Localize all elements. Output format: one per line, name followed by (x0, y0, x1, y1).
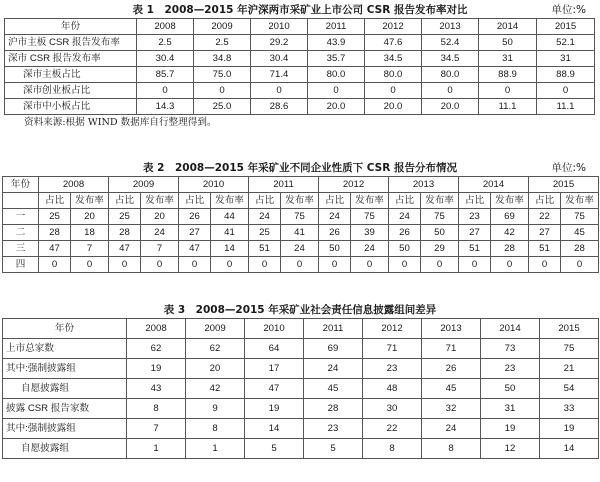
table3-cell: 71 (363, 339, 422, 359)
table3-header-label: 年份 (3, 319, 127, 339)
table2-cell: 27 (529, 225, 561, 241)
table2-cell: 26 (179, 209, 211, 225)
table2-subheader-rate: 发布率 (211, 193, 249, 209)
table2-cell: 24 (249, 209, 281, 225)
table1-row-label: 深市中小板占比 (5, 99, 137, 115)
table3-header-year: 2014 (481, 319, 540, 339)
table2-subheader-rate: 发布率 (281, 193, 319, 209)
table3-cell: 22 (363, 419, 422, 439)
table2-cell: 42 (491, 225, 529, 241)
table3-row-label: 自愿披露组 (3, 439, 127, 459)
table2-year-row (3, 177, 599, 193)
table3-cell: 17 (245, 359, 304, 379)
table3-cell: 7 (127, 419, 186, 439)
table1-cell: 52.1 (537, 35, 595, 51)
table3-cell: 8 (127, 399, 186, 419)
table1-cell: 0 (422, 83, 479, 99)
table3-row (3, 399, 599, 419)
table3-row-label: 其中:强制披露组 (3, 419, 127, 439)
table1-cell: 34.8 (194, 51, 251, 67)
table3-cell: 19 (245, 399, 304, 419)
table2-header-year: 2011 (249, 177, 319, 193)
table1-cell: 88.9 (537, 67, 595, 83)
table1-cell: 30.4 (251, 51, 308, 67)
table1-cell: 25.0 (194, 99, 251, 115)
table2-row-label: 四 (3, 257, 39, 273)
table2-cell: 50 (389, 241, 421, 257)
table2-cell: 26 (319, 225, 351, 241)
table2-cell: 18 (71, 225, 109, 241)
table1-cell: 0 (137, 83, 194, 99)
table3-cell: 50 (481, 379, 540, 399)
table1-cell: 52.4 (422, 35, 479, 51)
table1-cell: 80.0 (422, 67, 479, 83)
table1-unit: 单位:% (551, 4, 586, 16)
table2-subheader-share: 占比 (39, 193, 71, 209)
table3-cell: 33 (540, 399, 599, 419)
table2-cell: 20 (141, 209, 179, 225)
table3-header-year: 2010 (245, 319, 304, 339)
table1-caption (0, 2, 600, 18)
table3-row (3, 419, 599, 439)
table1-row (5, 51, 595, 67)
table2-cell: 28 (39, 225, 71, 241)
table2-cell: 0 (141, 257, 179, 273)
table3-cell: 21 (540, 359, 599, 379)
table2-cell: 0 (179, 257, 211, 273)
table2-header-year: 2014 (459, 177, 529, 193)
table1-cell: 0 (308, 83, 365, 99)
table2-cell: 28 (109, 225, 141, 241)
table3-cell: 1 (127, 439, 186, 459)
table3-caption (0, 302, 600, 318)
table2-cell: 24 (319, 209, 351, 225)
table1-cell: 0 (365, 83, 422, 99)
table2-caption (0, 160, 600, 176)
table1-cell: 75.0 (194, 67, 251, 83)
table2-subheader-rate: 发布率 (141, 193, 179, 209)
table3-cell: 24 (304, 359, 363, 379)
table2-row-label: 三 (3, 241, 39, 257)
table1-cell: 0 (537, 83, 595, 99)
table2-cell: 0 (319, 257, 351, 273)
table3-row (3, 439, 599, 459)
table3-cell: 31 (481, 399, 540, 419)
table2-cell: 23 (459, 209, 491, 225)
table1-cell: 0 (251, 83, 308, 99)
table2-row (3, 209, 599, 225)
table3-cell: 69 (304, 339, 363, 359)
table2-row (3, 225, 599, 241)
table2-header-year: 2009 (109, 177, 179, 193)
table1-cell: 11.1 (479, 99, 537, 115)
table2-cell: 25 (109, 209, 141, 225)
table2-cell: 0 (389, 257, 421, 273)
table1-source-note: 资料来源:根据 WIND 数据库自行整理得到。 (24, 117, 217, 128)
table1-cell: 47.6 (365, 35, 422, 51)
table2-cell: 24 (281, 241, 319, 257)
table1-header-year: 2013 (422, 19, 479, 35)
table3-header-year: 2013 (422, 319, 481, 339)
table1-cell: 31 (479, 51, 537, 67)
table1 (4, 18, 595, 115)
table2-cell: 0 (281, 257, 319, 273)
table2-subheader-rate: 发布率 (421, 193, 459, 209)
table3-cell: 43 (127, 379, 186, 399)
table2-cell: 51 (249, 241, 281, 257)
table1-cell: 71.4 (251, 67, 308, 83)
table2-subheader-share: 占比 (459, 193, 491, 209)
table2-cell: 50 (421, 225, 459, 241)
table2-subheader-rate: 发布率 (491, 193, 529, 209)
table1-cell: 0 (194, 83, 251, 99)
table2-cell: 51 (459, 241, 491, 257)
table2-subheader-share: 占比 (179, 193, 211, 209)
table3-row-label: 其中:强制披露组 (3, 359, 127, 379)
table2-cell: 47 (179, 241, 211, 257)
table3-cell: 9 (186, 399, 245, 419)
table2-cell: 7 (141, 241, 179, 257)
table3-cell: 64 (245, 339, 304, 359)
table2-cell: 24 (141, 225, 179, 241)
table3-header-year: 2015 (540, 319, 599, 339)
table3-row-label: 披露 CSR 报告家数 (3, 399, 127, 419)
table2 (2, 176, 599, 273)
table3-row (3, 339, 599, 359)
table3-cell: 45 (422, 379, 481, 399)
table2-cell: 0 (109, 257, 141, 273)
table3-title: 表 3 2008—2015 年采矿业社会责任信息披露组间差异 (163, 304, 437, 316)
table1-row (5, 35, 595, 51)
table1-cell: 88.9 (479, 67, 537, 83)
table2-title: 表 2 2008—2015 年采矿业不同企业性质下 CSR 报告分布情况 (143, 162, 457, 174)
table3-cell: 62 (127, 339, 186, 359)
table2-cell: 20 (71, 209, 109, 225)
table1-cell: 0 (479, 83, 537, 99)
table3-cell: 8 (363, 439, 422, 459)
table1-cell: 20.0 (365, 99, 422, 115)
table2-row-label: 二 (3, 225, 39, 241)
table1-header-year: 2009 (194, 19, 251, 35)
table2-cell: 0 (249, 257, 281, 273)
table3-cell: 14 (245, 419, 304, 439)
table1-row-label: 深市主板占比 (5, 67, 137, 83)
table2-subheader-share: 占比 (529, 193, 561, 209)
table2-cell: 28 (491, 241, 529, 257)
table3-row-label: 自愿披露组 (3, 379, 127, 399)
table2-cell: 0 (561, 257, 599, 273)
table3-cell: 19 (127, 359, 186, 379)
table3-cell: 26 (422, 359, 481, 379)
table3-cell: 5 (304, 439, 363, 459)
table1-row (5, 99, 595, 115)
table1-cell: 29.2 (251, 35, 308, 51)
table2-cell: 28 (561, 241, 599, 257)
table2-cell: 25 (39, 209, 71, 225)
table1-header-year: 2011 (308, 19, 365, 35)
table3-header-year: 2011 (304, 319, 363, 339)
table2-cell: 41 (211, 225, 249, 241)
table1-title: 表 1 2008—2015 年沪深两市采矿业上市公司 CSR 报告发布率对比 (132, 4, 468, 16)
table2-header-year: 2012 (319, 177, 389, 193)
table1-header-year: 2012 (365, 19, 422, 35)
table3-header-year: 2008 (127, 319, 186, 339)
table1-header-row (5, 19, 595, 35)
table2-subheader-share: 占比 (249, 193, 281, 209)
table2-cell: 47 (109, 241, 141, 257)
table2-subheader-share: 占比 (319, 193, 351, 209)
table1-row-label: 深市创业板占比 (5, 83, 137, 99)
table2-subheader-rate: 发布率 (561, 193, 599, 209)
table1-cell: 43.9 (308, 35, 365, 51)
table1-row-label: 沪市主板 CSR 报告发布率 (5, 35, 137, 51)
table2-cell: 75 (421, 209, 459, 225)
table2-cell: 27 (459, 225, 491, 241)
table1-row (5, 67, 595, 83)
table2-cell: 69 (491, 209, 529, 225)
table3 (2, 318, 599, 459)
table1-row-label: 深市 CSR 报告发布率 (5, 51, 137, 67)
table3-cell: 23 (304, 419, 363, 439)
table3-cell: 8 (422, 439, 481, 459)
table2-row-label: 一 (3, 209, 39, 225)
table1-cell: 14.3 (137, 99, 194, 115)
table3-cell: 23 (363, 359, 422, 379)
table2-cell: 41 (281, 225, 319, 241)
table3-cell: 5 (245, 439, 304, 459)
table2-cell: 39 (351, 225, 389, 241)
table1-row (5, 83, 595, 99)
table3-cell: 8 (186, 419, 245, 439)
table3-cell: 62 (186, 339, 245, 359)
table3-cell: 42 (186, 379, 245, 399)
table3-cell: 28 (304, 399, 363, 419)
table1-cell: 34.5 (365, 51, 422, 67)
table1-cell: 20.0 (422, 99, 479, 115)
table2-cell: 0 (39, 257, 71, 273)
table3-cell: 73 (481, 339, 540, 359)
table1-cell: 35.7 (308, 51, 365, 67)
table2-cell: 24 (389, 209, 421, 225)
table2-cell: 0 (529, 257, 561, 273)
table3-block (0, 302, 600, 459)
table2-header-year: 2010 (179, 177, 249, 193)
table1-cell: 31 (537, 51, 595, 67)
table3-header-year: 2012 (363, 319, 422, 339)
table2-cell: 14 (211, 241, 249, 257)
table2-cell: 26 (389, 225, 421, 241)
table2-subheader-row (3, 193, 599, 209)
table1-header-year: 2008 (137, 19, 194, 35)
table2-subheader-blank (3, 193, 39, 209)
table3-cell: 24 (422, 419, 481, 439)
table2-subheader-rate: 发布率 (351, 193, 389, 209)
table1-header-year: 2010 (251, 19, 308, 35)
table2-cell: 75 (561, 209, 599, 225)
table3-cell: 12 (481, 439, 540, 459)
table3-row (3, 379, 599, 399)
table1-cell: 20.0 (308, 99, 365, 115)
table3-cell: 14 (540, 439, 599, 459)
table2-cell: 29 (421, 241, 459, 257)
table2-cell: 25 (249, 225, 281, 241)
table2-row (3, 257, 599, 273)
table2-subheader-rate: 发布率 (71, 193, 109, 209)
table2-cell: 0 (459, 257, 491, 273)
table2-cell: 50 (319, 241, 351, 257)
table2-subheader-share: 占比 (389, 193, 421, 209)
table3-cell: 45 (304, 379, 363, 399)
table1-cell: 11.1 (537, 99, 595, 115)
table3-cell: 19 (481, 419, 540, 439)
table3-cell: 23 (481, 359, 540, 379)
table1-header-year: 2015 (537, 19, 595, 35)
table3-row-label: 上市总家数 (3, 339, 127, 359)
table2-cell: 0 (351, 257, 389, 273)
table2-cell: 75 (351, 209, 389, 225)
table2-cell: 47 (39, 241, 71, 257)
table2-block (0, 160, 600, 273)
table2-cell: 0 (211, 257, 249, 273)
table2-header-year: 2008 (39, 177, 109, 193)
table3-cell: 71 (422, 339, 481, 359)
table1-cell: 80.0 (365, 67, 422, 83)
table3-header-row (3, 319, 599, 339)
table1-cell: 30.4 (137, 51, 194, 67)
table1-cell: 2.5 (137, 35, 194, 51)
table2-cell: 22 (529, 209, 561, 225)
table3-cell: 1 (186, 439, 245, 459)
table2-cell: 0 (71, 257, 109, 273)
table1-cell: 2.5 (194, 35, 251, 51)
table2-subheader-share: 占比 (109, 193, 141, 209)
table2-cell: 45 (561, 225, 599, 241)
table2-cell: 24 (351, 241, 389, 257)
table1-block (0, 2, 600, 131)
table3-cell: 75 (540, 339, 599, 359)
table3-cell: 20 (186, 359, 245, 379)
table2-unit: 单位:% (551, 162, 586, 174)
table3-cell: 30 (363, 399, 422, 419)
table2-cell: 27 (179, 225, 211, 241)
table1-cell: 28.6 (251, 99, 308, 115)
table3-cell: 54 (540, 379, 599, 399)
table2-cell: 75 (281, 209, 319, 225)
table3-cell: 32 (422, 399, 481, 419)
table1-header-year: 2014 (479, 19, 537, 35)
table1-cell: 50 (479, 35, 537, 51)
table2-cell: 44 (211, 209, 249, 225)
table2-cell: 7 (71, 241, 109, 257)
table2-cell: 0 (491, 257, 529, 273)
table2-year-label: 年份 (3, 177, 39, 193)
table1-cell: 80.0 (308, 67, 365, 83)
table2-cell: 51 (529, 241, 561, 257)
table3-cell: 47 (245, 379, 304, 399)
table1-cell: 34.5 (422, 51, 479, 67)
table2-cell: 0 (421, 257, 459, 273)
table1-cell: 85.7 (137, 67, 194, 83)
table2-header-year: 2015 (529, 177, 599, 193)
table2-row (3, 241, 599, 257)
table1-header-label: 年份 (5, 19, 137, 35)
table3-cell: 19 (540, 419, 599, 439)
table3-header-year: 2009 (186, 319, 245, 339)
table3-cell: 48 (363, 379, 422, 399)
table2-header-year: 2013 (389, 177, 459, 193)
table3-row (3, 359, 599, 379)
